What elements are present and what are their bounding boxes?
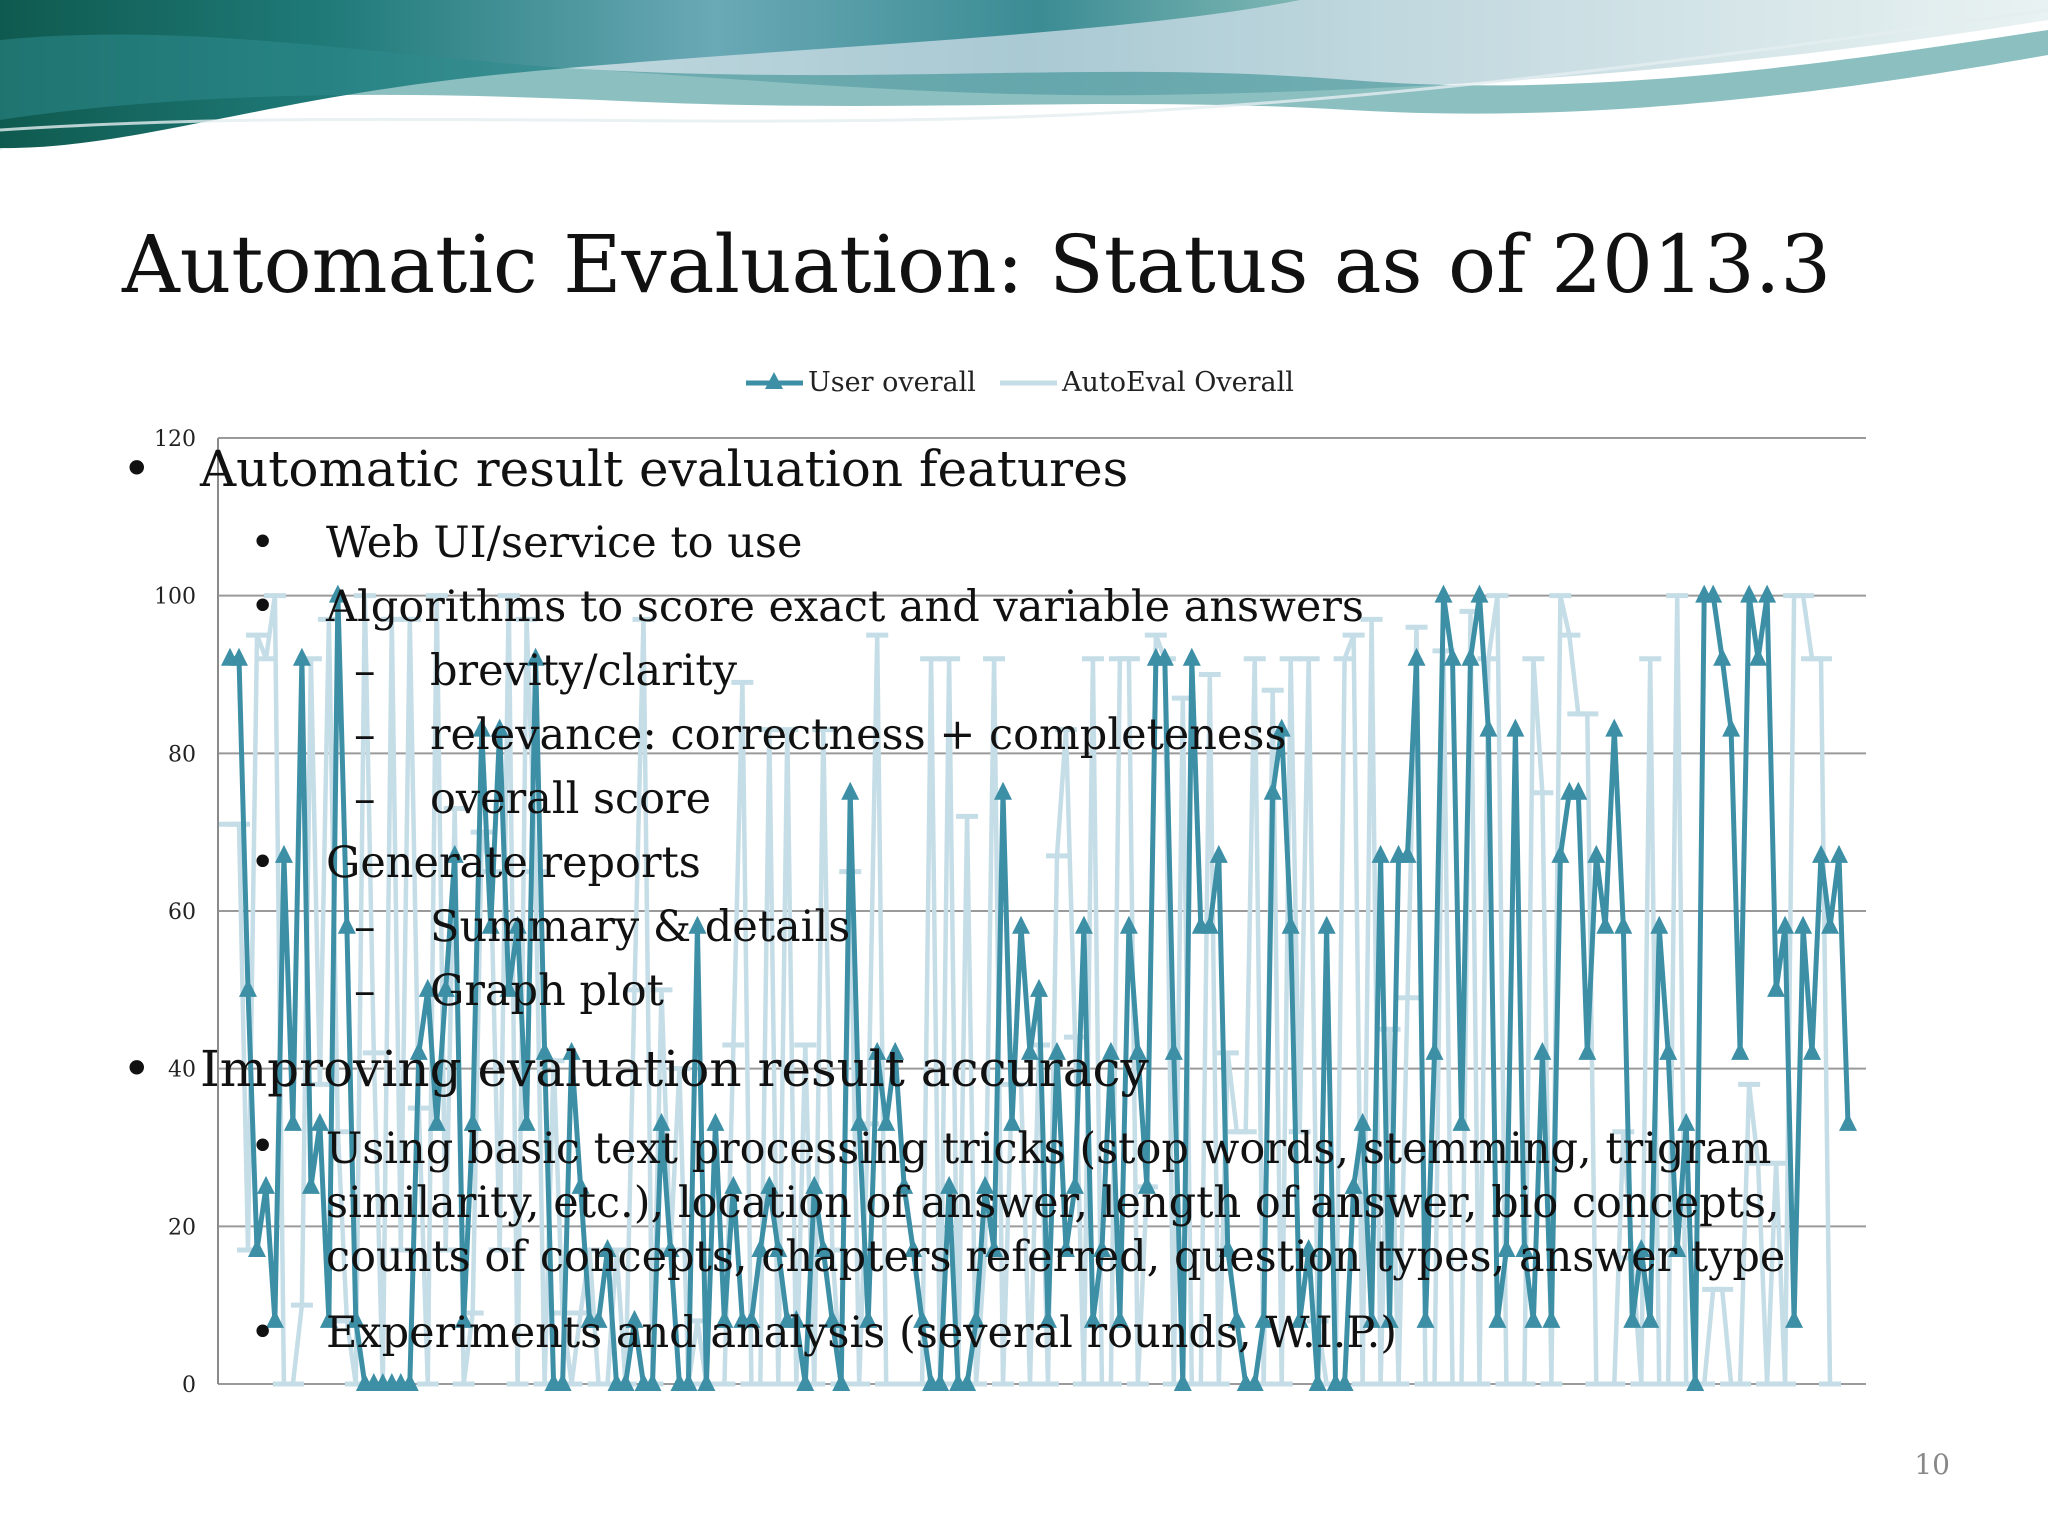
- bullet-marker: •: [122, 440, 152, 498]
- bullet-marker: –: [354, 646, 376, 696]
- bullet-text-level-1: Automatic result evaluation features: [200, 440, 1129, 498]
- y-tick-label: 20: [168, 1215, 196, 1241]
- bullet-text-level-3: overall score: [430, 774, 712, 824]
- slide-title: Automatic Evaluation: Status as of 2013.3: [122, 218, 1832, 311]
- bullet-marker: •: [250, 518, 276, 568]
- bullet-text-level-2: Using basic text processing tricks (stop words, stemming, trigram similarity, etc.), location of answer, length of answer, bio concepts, counts of concepts, chapters referred, question types, answer type: [326, 1124, 1786, 1282]
- y-tick-label: 60: [168, 900, 196, 925]
- bullet-text-level-3: brevity/clarity: [430, 646, 737, 696]
- bullet-text-level-2: Generate reports: [326, 838, 701, 888]
- bullet-marker: •: [250, 838, 276, 888]
- bullet-text-level-3: Graph plot: [430, 966, 664, 1016]
- page-number: 10: [1914, 1448, 1950, 1481]
- bullet-text-level-1: Improving evaluation result accuracy: [200, 1040, 1149, 1098]
- bullet-marker: –: [354, 710, 376, 760]
- bullet-text-level-2: Experiments and analysis (several rounds, W.I.P.): [326, 1308, 1398, 1358]
- y-tick-label: 80: [168, 742, 196, 768]
- bullet-text-level-2: Algorithms to score exact and variable answers: [326, 582, 1364, 632]
- bullet-marker: •: [250, 582, 276, 632]
- bullet-marker: •: [250, 1122, 276, 1172]
- bullet-text-level-3: Summary & details: [430, 902, 851, 952]
- y-tick-label: 40: [168, 1057, 196, 1083]
- legend-label-autoeval-overall: AutoEval Overall: [1062, 367, 1294, 398]
- y-tick-label: 100: [154, 584, 196, 610]
- bullet-marker: –: [354, 902, 376, 952]
- y-tick-label: 0: [182, 1373, 196, 1398]
- bullet-text-level-2: Web UI/service to use: [326, 518, 803, 568]
- legend-label-user-overall: User overall: [808, 367, 976, 398]
- bullet-marker: –: [354, 966, 376, 1016]
- bullet-marker: •: [122, 1040, 152, 1098]
- y-tick-label: 120: [154, 427, 196, 452]
- bullet-text-level-3: relevance: correctness + completeness: [430, 710, 1287, 760]
- bullet-marker: –: [354, 774, 376, 824]
- bullet-marker: •: [250, 1308, 276, 1358]
